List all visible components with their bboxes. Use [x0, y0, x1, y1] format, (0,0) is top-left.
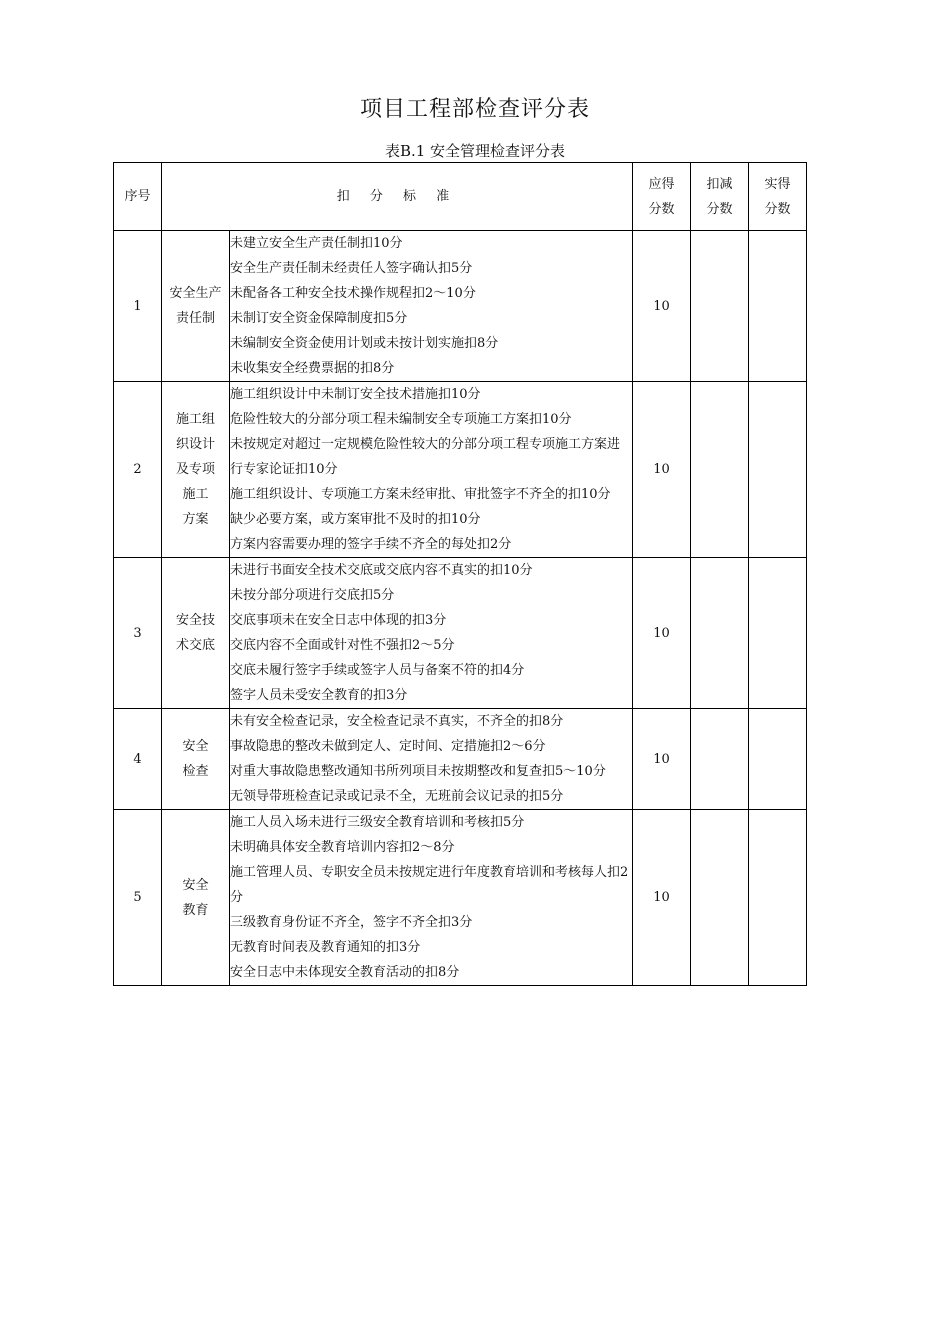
criteria-line: 缺少必要方案，或方案审批不及时的扣10分	[230, 512, 481, 527]
inspection-item	[162, 382, 230, 558]
criteria-line: 未有安全检查记录，安全检查记录不真实，不齐全的扣8分	[230, 714, 564, 729]
deduction-criteria	[230, 709, 633, 810]
actual-score	[749, 231, 807, 382]
criteria-line: 未按分部分项进行交底扣5分	[230, 588, 395, 603]
criteria-line: 未明确具体安全教育培训内容扣2～8分	[230, 840, 455, 855]
inspection-item-line: 责任制	[175, 311, 215, 326]
criteria-line: 安全日志中未体现安全教育活动的扣8分	[230, 965, 460, 980]
table-row	[114, 709, 807, 810]
table-body	[114, 231, 807, 986]
row-number: 1	[114, 231, 162, 382]
header-deduct-score: 扣减 分数	[691, 163, 749, 231]
deducted-score	[691, 382, 749, 558]
table-row	[114, 558, 807, 709]
criteria-line: 危险性较大的分部分项工程未编制安全专项施工方案扣10分	[230, 412, 572, 427]
deducted-score	[691, 810, 749, 986]
table-caption: 表B.1 安全管理检查评分表	[384, 142, 566, 160]
criteria-line: 未制订安全资金保障制度扣5分	[230, 311, 408, 326]
table-row	[114, 810, 807, 986]
table-header-row	[114, 163, 807, 231]
header-actual-score: 实得 分数	[749, 163, 807, 231]
table-row	[114, 231, 807, 382]
row-number: 4	[114, 709, 162, 810]
inspection-item-line: 教育	[182, 902, 209, 918]
criteria-line: 交底事项未在安全日志中体现的扣3分	[230, 613, 447, 628]
page-title: 项目工程部检查评分表	[359, 97, 590, 122]
due-score: 10	[633, 709, 691, 810]
deduction-criteria	[230, 231, 633, 382]
inspection-item-line: 安全	[182, 877, 209, 893]
criteria-line: 未按规定对超过一定规模危险性较大的分部分项工程专项施工方案进行专家论证扣10分	[230, 437, 621, 477]
actual-score	[749, 382, 807, 558]
inspection-item	[162, 709, 230, 810]
criteria-line: 施工管理人员、专职安全员未按规定进行年度教育培训和考核每人扣2分	[230, 865, 629, 905]
header-due-score: 应得 分数	[633, 163, 691, 231]
criteria-line: 未收集安全经费票据的扣8分	[230, 361, 395, 376]
inspection-item-line: 安全技	[175, 613, 215, 628]
row-number: 3	[114, 558, 162, 709]
due-score: 10	[633, 382, 691, 558]
criteria-line: 签字人员未受安全教育的扣3分	[230, 688, 408, 703]
criteria-line: 施工组织设计中未制订安全技术措施扣10分	[230, 387, 481, 402]
deduction-criteria	[230, 558, 633, 709]
inspection-item-line: 施工	[182, 487, 209, 502]
inspection-item	[162, 558, 230, 709]
due-score: 10	[633, 558, 691, 709]
inspection-item-line: 方案	[182, 512, 209, 527]
criteria-line: 事故隐患的整改未做到定人、定时间、定措施扣2～6分	[230, 739, 546, 754]
criteria-line: 未配备各工种安全技术操作规程扣2～10分	[230, 286, 476, 301]
criteria-line: 施工组织设计、专项施工方案未经审批、审批签字不齐全的扣10分	[230, 487, 611, 502]
row-number: 2	[114, 382, 162, 558]
row-number: 5	[114, 810, 162, 986]
inspection-item-line: 安全生产	[169, 286, 222, 301]
criteria-line: 未建立安全生产责任制扣10分	[230, 236, 403, 251]
inspection-item-line: 安全	[182, 739, 209, 754]
criteria-line: 未进行书面安全技术交底或交底内容不真实的扣10分	[230, 563, 533, 578]
inspection-item	[162, 231, 230, 382]
actual-score	[749, 810, 807, 986]
inspection-item-line: 术交底	[175, 638, 215, 653]
deducted-score	[691, 231, 749, 382]
criteria-line: 无领导带班检查记录或记录不全，无班前会议记录的扣5分	[230, 789, 564, 804]
inspection-item-line: 检查	[182, 764, 209, 779]
criteria-line: 施工人员入场未进行三级安全教育培训和考核扣5分	[230, 815, 525, 830]
deduction-criteria	[230, 810, 633, 986]
header-num: 序号	[114, 163, 162, 231]
deducted-score	[691, 558, 749, 709]
score-table	[113, 162, 807, 986]
criteria-line: 无教育时间表及教育通知的扣3分	[230, 940, 421, 955]
inspection-item-line: 施工组	[175, 412, 215, 427]
criteria-line: 交底内容不全面或针对性不强扣2～5分	[230, 638, 455, 653]
deducted-score	[691, 709, 749, 810]
actual-score	[749, 558, 807, 709]
criteria-line: 三级教育身份证不齐全，签字不齐全扣3分	[230, 915, 473, 930]
due-score: 10	[633, 810, 691, 986]
header-criteria: 扣 分 标 准	[162, 163, 633, 231]
criteria-line: 安全生产责任制未经责任人签字确认扣5分	[230, 261, 473, 276]
deduction-criteria	[230, 382, 633, 558]
table-row	[114, 382, 807, 558]
actual-score	[749, 709, 807, 810]
criteria-line: 方案内容需要办理的签字手续不齐全的每处扣2分	[230, 537, 512, 552]
criteria-line: 未编制安全资金使用计划或未按计划实施扣8分	[230, 336, 499, 351]
inspection-item-line: 及专项	[175, 462, 215, 477]
criteria-line: 对重大事故隐患整改通知书所列项目未按期整改和复查扣5～10分	[230, 764, 606, 779]
inspection-item-line: 织设计	[175, 437, 215, 452]
criteria-line: 交底未履行签字手续或签字人员与备案不符的扣4分	[230, 663, 525, 678]
due-score: 10	[633, 231, 691, 382]
inspection-item	[162, 810, 230, 986]
